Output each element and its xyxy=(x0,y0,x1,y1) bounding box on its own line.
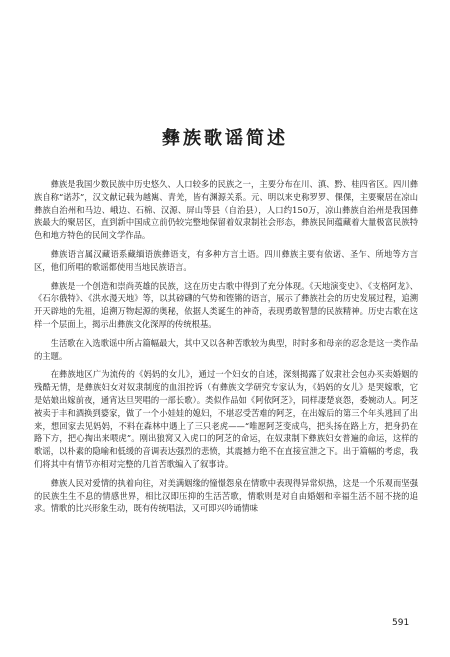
paragraph: 彝族语言属汉藏语系藏缅语族彝语支，有多种方言土语。四川彝族主要有依诺、圣乍、所地等方言区，他们所唱的歌谣都使用当地民族语言。 xyxy=(34,248,418,272)
page-title: 彝族歌谣简述 xyxy=(162,128,288,149)
paragraph: 生活歌在入选歌谣中所占篇幅最大，其中又以各种苦歌较为典型，时时多和母亲的忍念是这一类作品的主题。 xyxy=(34,337,418,361)
paragraph: 在彝族地区广为流传的《妈妈的女儿》，通过一个妇女的自述，深刻揭露了奴隶社会包办买卖婚姻的残酷无情，是彝族妇女对奴隶制度的血泪控诉（有彝族文学研究专家认为，《妈妈的女儿》是哭嫁歌，它是姑娘出嫁前夜，通宵达旦哭唱的一部长歌）。类似作品如《阿依阿芝》，同样凄楚哀怨，委婉动人。阿芝被卖于丰和酒换到婆家，做了一个小娃娃的媳妇，不堪忍受苦难的阿芝，在出嫁后的第三个年头逃回了出来，想回家去见妈妈，不料在森林中遇上了三只老虎——“唯愿阿芝变成鸟，把头扬在路上方，把身扔在路下方，把心掏出来喂虎”。刚出狼窝又入虎口的阿芝的命运，在奴隶制下彝族妇女普遍的命运，这样的歌谣，以朴素的隐喻和低缓的音调表达强烈的悲愤，其震撼力绝不在直接宣泄之下。出于篇幅的考虑，我们将其中有情节亦相对完整的几首苦歌编入了叙事诗。 xyxy=(34,369,418,469)
paragraph: 彝族是我国少数民族中历史悠久、人口较多的民族之一，主要分布在川、滇、黔、桂四省区。四川彝族自称“诺苏”，汉文献记载为越嶲、青羌，皆有渊源关系。元、明以来史称罗罗、倮倮，主要聚居在凉山彝族自治州和马边、峨边、石棉、汉源、屏山等县（自治县），人口约150万，凉山彝族自治州是我国彝族最大的聚居区，直到新中国成立前仍较完整地保留着奴隶制社会形态，彝族民间蕴藏着大量极富民族特色和地方特色的民间文学作品。 xyxy=(34,179,418,241)
paragraph: 彝族人民对爱情的执着向往，对美满姻缘的憧憬怨泉在情歌中表现得异常炽热，这是一个乐观而坚强的民族生生不息的情感世界，相比汉即压抑的生活苦歌，情歌则是对自由婚姻和幸福生活不屈不挠的追求。情歌的比兴形象生动，既有传统唱法，又可即兴吟诵情味 xyxy=(34,477,418,514)
paragraph: 彝族是一个创造和崇尚英雄的民族，这在历史古歌中得到了充分体现。《天地演变史》、《支格阿龙》、《石尔俄特》、《洪水漫天地》等，以其磅礴的气势和铿锵的语言，展示了彝族社会的历史发展过程，追溯开天辟地的先祖，追溯万物起源的奥秘，依据人类诞生的神奇，表现勇敢智慧的民族精神。历史古歌在这样一个层面上，揭示出彝族文化深厚的传统根基。 xyxy=(34,280,418,329)
body-text xyxy=(34,178,418,521)
page-number: 591 xyxy=(392,618,410,628)
